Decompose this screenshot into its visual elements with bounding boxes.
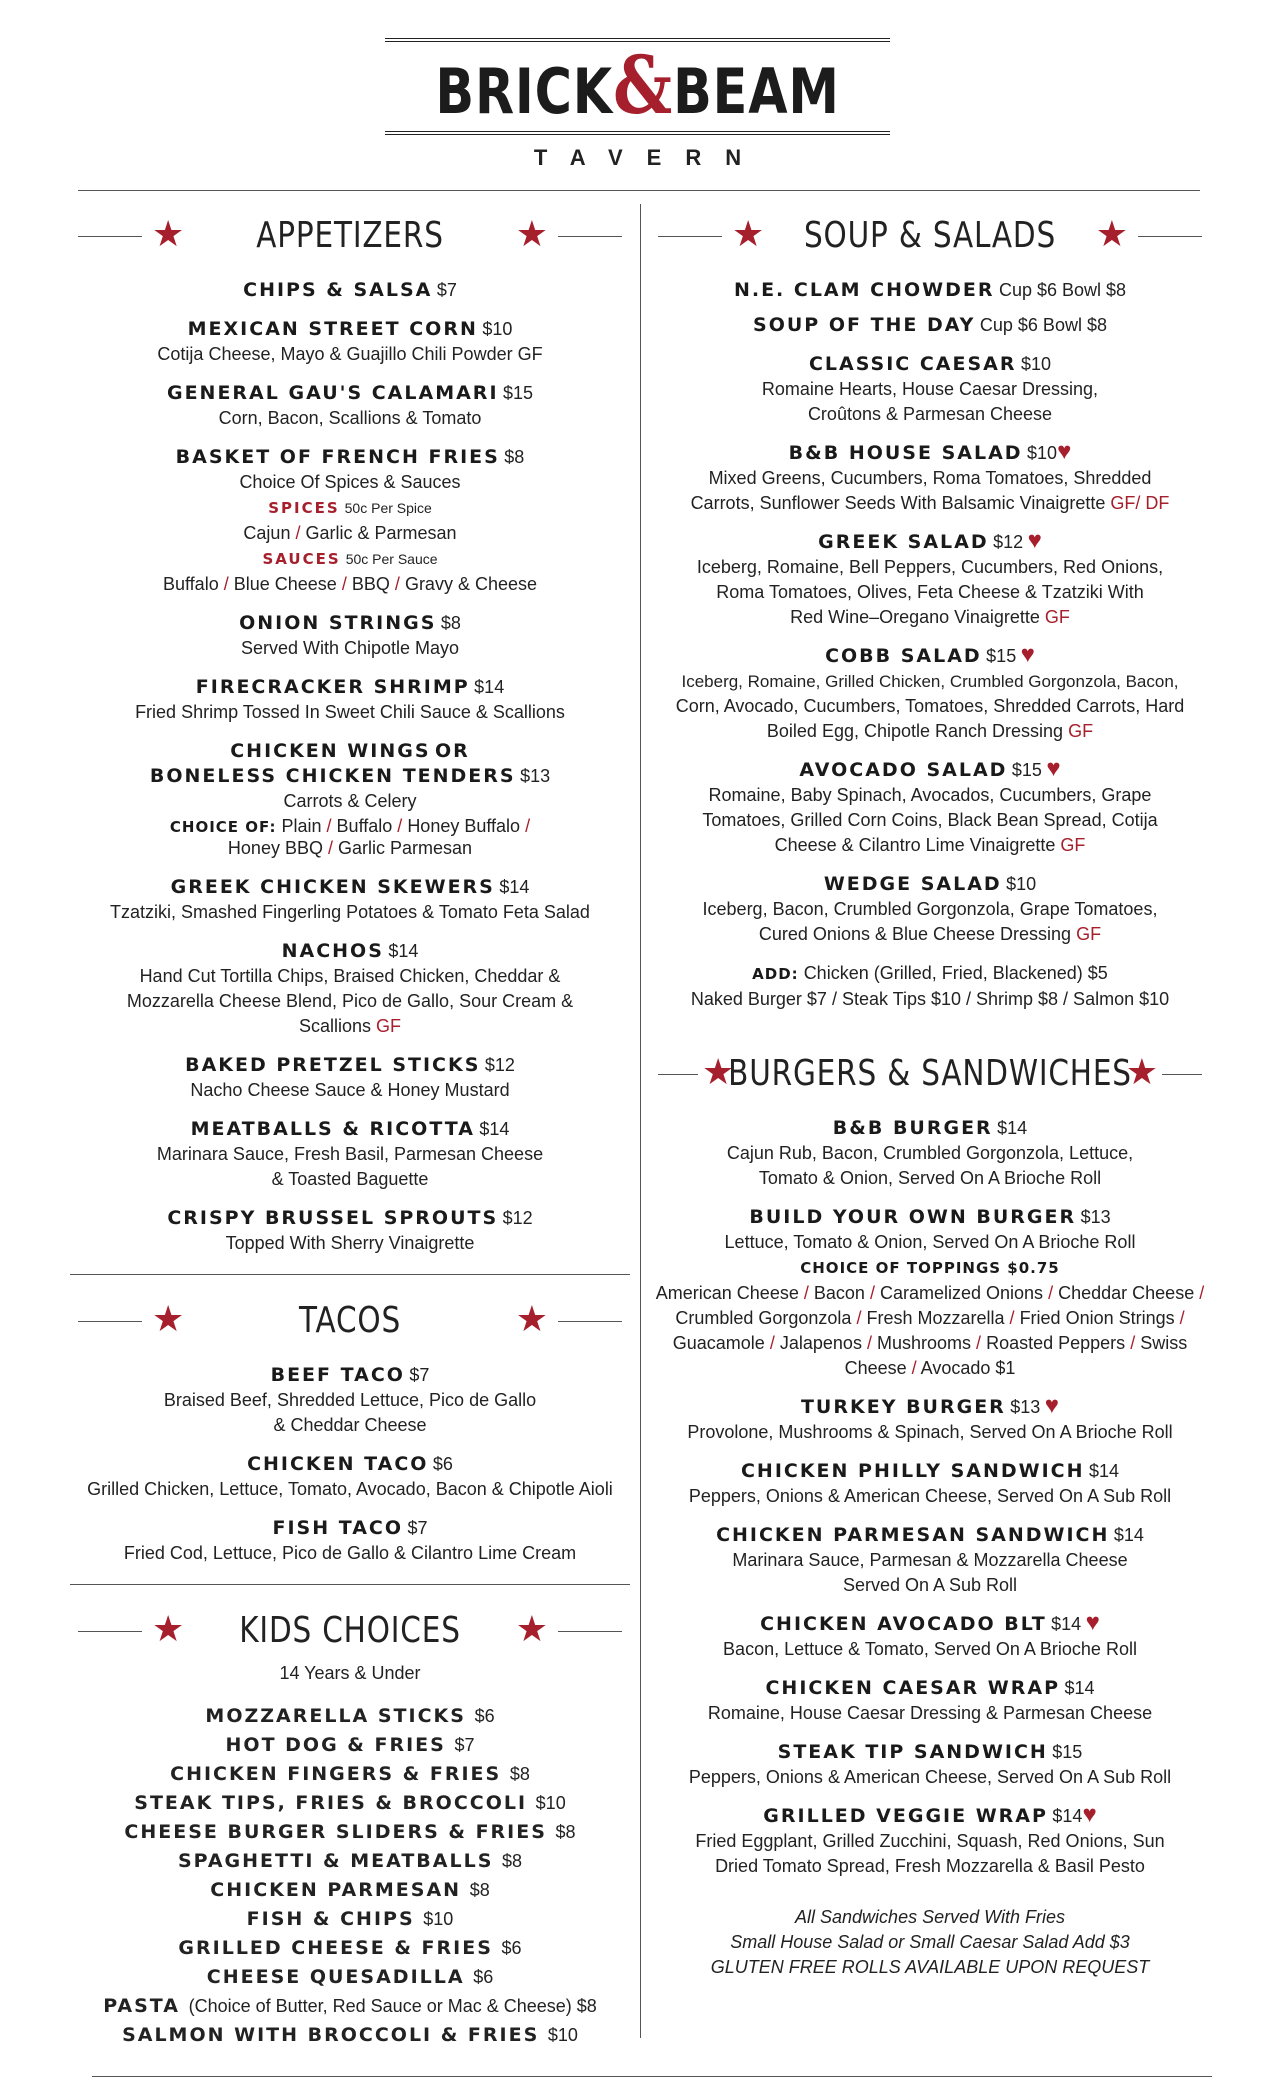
menu-item: CLASSIC CAESAR $10 Romaine Hearts, House Caesar Dressing, Croûtons & Parmesan Cheese bbox=[761, 353, 1099, 424]
star-icon: ★ bbox=[515, 1298, 548, 1339]
kids-list bbox=[70, 1702, 630, 2050]
logo-wordmark: BRICK&BEAM bbox=[435, 38, 840, 132]
side-upgrade-note: Small House Salad or Small Caesar Salad Add $3 bbox=[730, 1932, 1130, 1952]
star-icon: ★ bbox=[702, 1051, 735, 1092]
kids-item: SPAGHETTI & MEATBALLS $8 bbox=[177, 1850, 523, 1872]
menu-item: CHICKEN CAESAR WRAP $14 Romaine, House Caesar Dressing & Parmesan Cheese bbox=[707, 1677, 1153, 1723]
menu-item: B&B HOUSE SALAD $10♥ Mixed Greens, Cucumbers, Roma Tomatoes, Shredded Carrots, Sunflower Seeds With Balsamic Vinaigrette GF/ DF bbox=[690, 438, 1170, 513]
menu-item: SOUP OF THE DAY Cup $6 Bowl $8 bbox=[753, 314, 1107, 336]
left-column bbox=[70, 208, 630, 2050]
star-icon: ★ bbox=[152, 213, 185, 254]
kids-item: SALMON WITH BROCCOLI & FRIES $10 bbox=[122, 2024, 578, 2046]
section-title: APPETIZERS bbox=[256, 215, 444, 256]
kids-item: STEAK TIPS, FRIES & BROCCOLI $10 bbox=[134, 1792, 566, 1814]
burgers-header bbox=[650, 1046, 1210, 1106]
menu-item: BUILD YOUR OWN BURGER $13 Lettuce, Tomato & Onion, Served On A Brioche Roll CHOICE OF TOPPINGS $0.75 American Cheese / Bacon / Caramelized Onions / Cheddar Cheese / Crumbled Gorgonzola / Fresh Mozzarella / Fried Onion Strings / Guacamole / Jalapenos / Mushrooms / Roasted Peppers / Swiss Cheese / Avocado $1 bbox=[655, 1206, 1205, 1378]
menu-item: CHIPS & SALSA $7 bbox=[243, 279, 457, 301]
section-title: KIDS CHOICES bbox=[239, 1610, 461, 1651]
top-divider bbox=[78, 190, 1200, 191]
menu-item: GRILLED VEGGIE WRAP $14♥ Fried Eggplant, Grilled Zucchini, Squash, Red Onions, Sun Dried Tomato Spread, Fresh Mozzarella & Basil Pesto bbox=[695, 1801, 1165, 1876]
menu-item: CHICKEN PARMESAN SANDWICH $14 Marinara Sauce, Parmesan & Mozzarella Cheese Served On A Sub Roll bbox=[716, 1524, 1144, 1595]
rule bbox=[1138, 236, 1202, 237]
kids-item: HOT DOG & FRIES $7 bbox=[225, 1734, 475, 1756]
menu-item: N.E. CLAM CHOWDER Cup $6 Bowl $8 bbox=[733, 279, 1127, 301]
logo-subtitle: TAVERN bbox=[533, 145, 766, 170]
star-icon: ★ bbox=[732, 213, 765, 254]
menu-item: BEEF TACO $7 Braised Beef, Shredded Lettuce, Pico de Gallo & Cheddar Cheese bbox=[163, 1364, 537, 1435]
kids-item: MOZZARELLA STICKS $6 bbox=[205, 1705, 495, 1727]
menu-item: COBB SALAD $15 ♥ Iceberg, Romaine, Grilled Chicken, Crumbled Gorgonzola, Bacon, Corn, Avocado, Cucumbers, Tomatoes, Shredded Carrots, Hard Boiled Egg, Chipotle Ranch Dressing GF bbox=[675, 641, 1185, 741]
heart-icon: ♥ bbox=[1046, 755, 1061, 782]
menu-item: B&B BURGER $14 Cajun Rub, Bacon, Crumbled Gorgonzola, Lettuce, Tomato & Onion, Served On A Brioche Roll bbox=[726, 1117, 1134, 1188]
rule bbox=[658, 1074, 698, 1075]
kids-header bbox=[70, 1603, 630, 1663]
menu-item: MEXICAN STREET CORN $10 Cotija Cheese, Mayo & Guajillo Chili Powder GF bbox=[157, 318, 543, 364]
heart-icon: ♥ bbox=[1020, 641, 1035, 668]
rule bbox=[558, 1321, 622, 1322]
brand-logo bbox=[0, 38, 1275, 171]
menu-item: AVOCADO SALAD $15 ♥ Romaine, Baby Spinach, Avocados, Cucumbers, Grape Tomatoes, Grilled Corn Coins, Black Bean Spread, Cotija Cheese & Cilantro Lime Vinaigrette GF bbox=[702, 755, 1158, 855]
kids-item: GRILLED CHEESE & FRIES $6 bbox=[178, 1937, 522, 1959]
kids-subtitle: 14 Years & Under bbox=[279, 1663, 421, 1683]
section-title: TACOS bbox=[298, 1300, 402, 1341]
section-title: SOUP & SALADS bbox=[803, 215, 1057, 256]
menu-item: STEAK TIP SANDWICH $15 Peppers, Onions & American Cheese, Served On A Sub Roll bbox=[688, 1741, 1172, 1787]
menu-item: GREEK CHICKEN SKEWERS $14 Tzatziki, Smashed Fingerling Potatoes & Tomato Feta Salad bbox=[110, 876, 590, 922]
kids-item: FISH & CHIPS $10 bbox=[246, 1908, 454, 1930]
menu-item: BASKET OF FRENCH FRIES $8 Choice Of Spices & Sauces SPICES 50c Per Spice Cajun / Garlic & Parmesan SAUCES 50c Per Sauce Buffalo / Blue Cheese / BBQ / Gravy & Cheese bbox=[162, 446, 537, 594]
menu-item: CHICKEN TACO $6 Grilled Chicken, Lettuce, Tomato, Avocado, Bacon & Chipotle Aioli bbox=[87, 1453, 613, 1499]
menu-item: CHICKEN PHILLY SANDWICH $14 Peppers, Onions & American Cheese, Served On A Sub Roll bbox=[688, 1460, 1172, 1506]
rule bbox=[558, 1631, 622, 1632]
menu-item: WEDGE SALAD $10 Iceberg, Bacon, Crumbled Gorgonzola, Grape Tomatoes, Cured Onions & Blue Cheese Dressing GF bbox=[702, 873, 1158, 944]
rule bbox=[1162, 1074, 1202, 1075]
column-divider bbox=[640, 204, 641, 2038]
menu-item: MEATBALLS & RICOTTA $14 Marinara Sauce, Fresh Basil, Parmesan Cheese & Toasted Baguette bbox=[156, 1118, 544, 1189]
tacos-header bbox=[70, 1293, 630, 1353]
sandwich-note: All Sandwiches Served With Fries bbox=[795, 1907, 1065, 1927]
menu-item: FIRECRACKER SHRIMP $14 Fried Shrimp Tossed In Sweet Chili Sauce & Scallions bbox=[135, 676, 565, 722]
menu-item: ONION STRINGS $8 Served With Chipotle Mayo bbox=[239, 612, 461, 658]
kids-item: CHICKEN PARMESAN $8 bbox=[210, 1879, 490, 1901]
menu-item: BAKED PRETZEL STICKS $12 Nacho Cheese Sauce & Honey Mustard bbox=[185, 1054, 515, 1100]
heart-icon: ♥ bbox=[1085, 1609, 1100, 1636]
soups-header bbox=[650, 208, 1210, 268]
add-ons: ADD: Chicken (Grilled, Fried, Blackened) $5 Naked Burger $7 / Steak Tips $10 / Shrimp $8 / Salmon $10 bbox=[690, 963, 1170, 1009]
heart-icon: ♥ bbox=[1082, 1801, 1097, 1828]
menu-item: CHICKEN WINGS OR BONELESS CHICKEN TENDERS $13 Carrots & Celery CHOICE OF: Plain / Buffalo / Honey Buffalo / Honey BBQ / Garlic Parmesan bbox=[149, 740, 551, 858]
menu-item: GREEK SALAD $12 ♥ Iceberg, Romaine, Bell Peppers, Cucumbers, Red Onions, Roma Tomatoes, Olives, Feta Cheese & Tzatziki With Red Wine–Oregano Vinaigrette GF bbox=[696, 527, 1164, 627]
bottom-divider bbox=[92, 2076, 1212, 2077]
kids-item: PASTA (Choice of Butter, Red Sauce or Mac & Cheese) $8 bbox=[103, 1995, 597, 2017]
heart-icon: ♥ bbox=[1057, 438, 1072, 465]
rule bbox=[558, 236, 622, 237]
menu-item: CHICKEN AVOCADO BLT $14 ♥ Bacon, Lettuce & Tomato, Served On A Brioche Roll bbox=[723, 1609, 1137, 1659]
star-icon: ★ bbox=[515, 213, 548, 254]
right-column bbox=[650, 208, 1210, 1980]
section-divider bbox=[70, 1584, 630, 1585]
gluten-free-note: GLUTEN FREE ROLLS AVAILABLE UPON REQUEST bbox=[710, 1957, 1150, 1977]
menu-item: CRISPY BRUSSEL SPROUTS $12 Topped With Sherry Vinaigrette bbox=[167, 1207, 533, 1253]
menu-item: TURKEY BURGER $13 ♥ Provolone, Mushrooms & Spinach, Served On A Brioche Roll bbox=[687, 1392, 1173, 1442]
kids-item: CHICKEN FINGERS & FRIES $8 bbox=[170, 1763, 530, 1785]
star-icon: ★ bbox=[515, 1608, 548, 1649]
appetizers-header bbox=[70, 208, 630, 268]
menu-item: NACHOS $14 Hand Cut Tortilla Chips, Braised Chicken, Cheddar & Mozzarella Cheese Blend, Pico de Gallo, Sour Cream & Scallions GF bbox=[126, 940, 574, 1036]
star-icon: ★ bbox=[1125, 1051, 1158, 1092]
logo-frame bbox=[385, 38, 890, 135]
heart-icon: ♥ bbox=[1027, 527, 1042, 554]
menu-item: GENERAL GAU'S CALAMARI $15 Corn, Bacon, Scallions & Tomato bbox=[166, 382, 534, 428]
kids-item: CHEESE BURGER SLIDERS & FRIES $8 bbox=[124, 1821, 576, 1843]
heart-icon: ♥ bbox=[1044, 1392, 1060, 1419]
kids-item: CHEESE QUESADILLA $6 bbox=[206, 1966, 494, 1988]
section-divider bbox=[70, 1274, 630, 1275]
menu-item: FISH TACO $7 Fried Cod, Lettuce, Pico de Gallo & Cilantro Lime Cream bbox=[123, 1517, 577, 1563]
star-icon: ★ bbox=[152, 1608, 185, 1649]
section-title: BURGERS & SANDWICHES bbox=[728, 1053, 1132, 1094]
star-icon: ★ bbox=[152, 1298, 185, 1339]
star-icon: ★ bbox=[1095, 213, 1128, 254]
